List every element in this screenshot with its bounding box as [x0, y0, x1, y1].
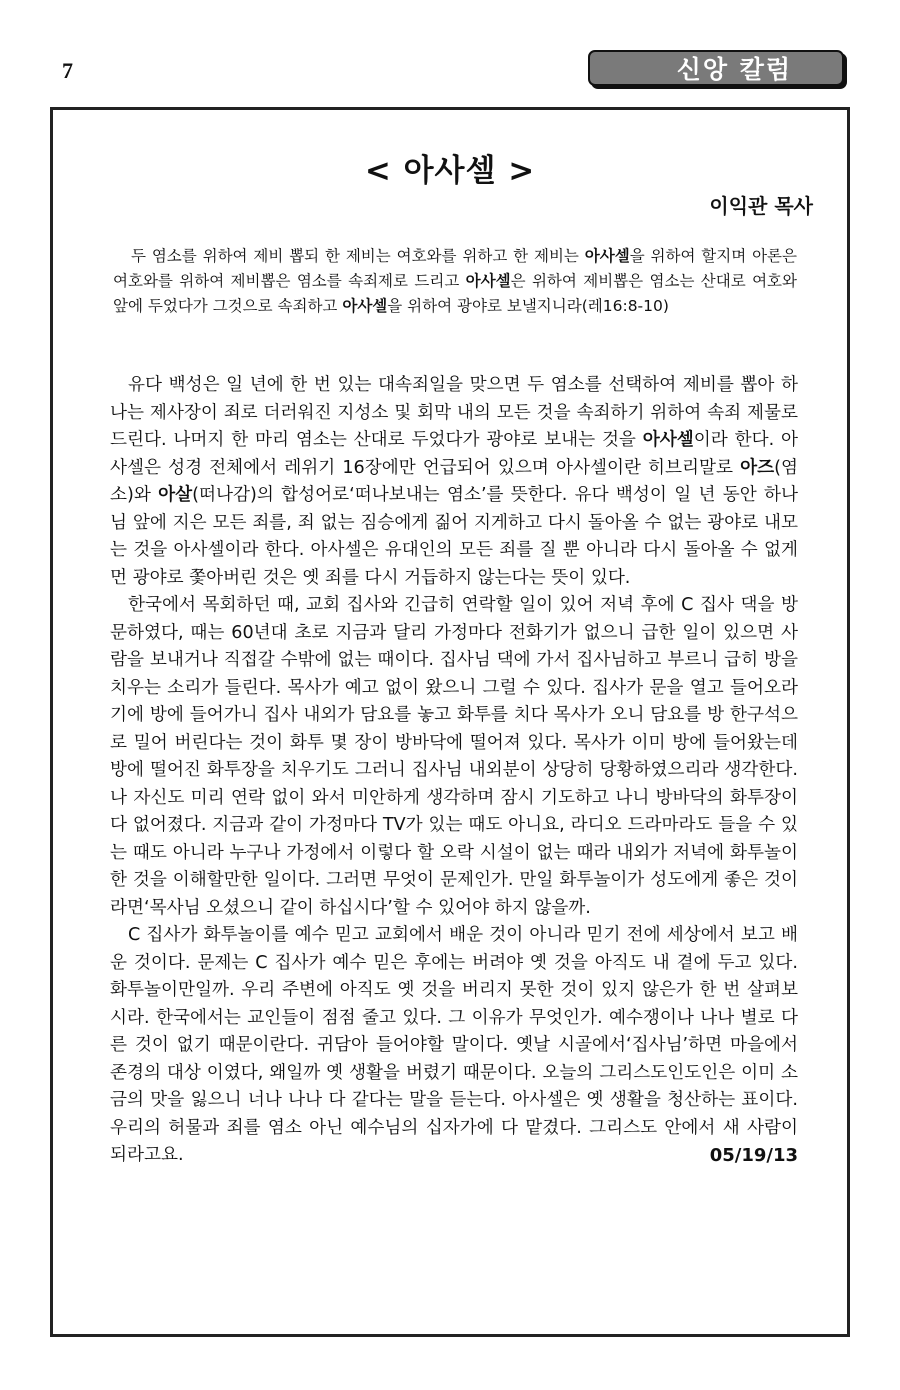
highlight-term: 아사셀: [584, 247, 630, 265]
article-body: [110, 372, 798, 1170]
verse-text: 두 염소를 위하여 제비 뽑되 한 제비는 여호와를 위하고 한 제비는: [131, 247, 585, 265]
highlight-term: 아살: [158, 485, 193, 505]
section-tab: 신앙 칼럼: [588, 50, 844, 86]
body-paragraph: [110, 372, 798, 592]
article-date: 05/19/13: [709, 1145, 798, 1166]
highlight-term: 아사셀: [465, 272, 511, 290]
paragraph-text: (떠나감)의 합성어로‘떠나보내는 염소’를 뜻한다. 유다 백성이 일 년 동안 하나님 앞에 지은 모든 죄를, 죄 없는 짐승에게 짊어 지게하고 다시 돌아올 수 없는 광야로 내모는 것을 아사셀이라 한다. 아사셀은 유대인의 모든 죄를 질 뿐 아니라 다시 돌아올 수 없게 먼 광야로 쫓아버린 것은 옛 죄를 다시 거듭하지 않는다는 뜻이 있다.: [110, 485, 798, 588]
verse-text: 을 위하여 할지며 아론은 여호와를 위하여 제비뽑은 염소를 속죄제로 드리고: [113, 247, 797, 290]
paragraph-text: C 집사가 화투놀이를 예수 믿고 교회에서 배운 것이 아니라 믿기 전에 세상에서 보고 배운 것이다. 문제는 C 집사가 예수 믿은 후에는 버려야 옛 것을 아직도 내 곁에 두고 있다. 화투놀이만일까. 우리 주변에 아직도 옛 것을 버리지 못한 것이 있지 않은가 한 번 살펴보시라. 한국에서는 교인들이 점점 줄고 있다. 그 이유가 무엇인가. 예수쟁이나 나나 별로 다른 것이 없기 때문이란다. 귀담아 들어야할 말이다. 옛날 시골에서‘집사님’하면 마을에서 존경의 대상 이였다, 왜일까 옛 생활을 버렸기 때문이다. 오늘의 그리스도인도인은 이미 소금의 맛을 잃으니 너나 나나 다 같다는 말을 듣는다. 아사셀은 옛 생활을 청산하는 표이다. 우리의 허물과 죄를 염소 아닌 예수님의 십자가에 다 맡겼다. 그리스도 안에서 새 사람이 되라고요.: [110, 925, 798, 1165]
highlight-term: 아사셀: [642, 430, 694, 450]
paragraph-text: 유다 백성은 일 년에 한 번 있는 대속죄일을 맞으면 두 염소를 선택하여 제비를 뽑아 하나는 제사장이 죄로 더러워진 지성소 및 회막 내의 모든 것을 속죄하기 위하여 속죄 제물로 드린다. 나머지 한 마리 염소는 산대로 두었다가 광야로 보내는 것을: [110, 375, 798, 450]
highlight-term: 아사셀: [342, 297, 388, 315]
paragraph-text: 이라 한다. 아사셀은 성경 전체에서 레위기 16장에만 언급되어 있으며 아사셀이란 히브리말로: [110, 430, 798, 478]
article-author: 이익관 목사: [709, 194, 813, 218]
highlight-term: 아즈: [740, 457, 775, 478]
verse-text: 을 위하여 광야로 보낼지니라(레16:8-10): [387, 297, 669, 315]
verse-text: 은 위하여 제비뽑은 염소는 산대로 여호와 앞에 두었다가 그것으로 속죄하고: [113, 272, 797, 315]
article-title: < 아사셀 >: [364, 153, 536, 189]
paragraph-text: (염소)와: [110, 457, 798, 505]
page-number: 7: [62, 58, 73, 83]
scripture-quote: [113, 244, 797, 319]
body-paragraph: 한국에서 목회하던 때, 교회 집사와 긴급히 연락할 일이 있어 저녁 후에 C 집사 댁을 방문하였다, 때는 60년대 초로 지금과 달리 가정마다 전화기가 없으니 급한 일이 있으면 사람을 보내거나 직접갈 수밖에 없는 때이다. 집사님 댁에 가서 집사님하고 부르니 급히 방을 치우는 소리가 들린다. 목사가 예고 없이 왔으니 그럴 수 있다. 집사가 문을 열고 들어오라기에 방에 들어가니 집사 내외가 담요를 놓고 화투를 치다 목사가 오니 담요를 방 한구석으로 밀어 버린다는 것이 화투 몇 장이 방바닥에 떨어져 있다. 목사가 이미 방에 들어왔는데 방에 떨어진 화투장을 치우기도 그러니 집사님 내외분이 상당히 당황하였으리라 생각한다. 나 자신도 미리 연락 없이 와서 미안하게 생각하며 잠시 기도하고 나니 방바닥의 화투장이 다 없어졌다. 지금과 같이 가정마다 TV가 있는 때도 아니요, 라디오 드라마라도 들을 수 있는 때도 아니라 누구나 가정에서 이렇다 할 오락 시설이 없는 때라 내외가 저녁에 화투놀이 한 것을 이해할만한 일이다. 그러면 무엇이 문제인가. 만일 화투놀이가 성도에게 좋은 것이라면‘목사님 오셨으니 같이 하십시다’할 수 있어야 하지 않을까.: [110, 595, 798, 918]
body-paragraph: [110, 922, 798, 1170]
column-frame: [50, 107, 850, 1337]
